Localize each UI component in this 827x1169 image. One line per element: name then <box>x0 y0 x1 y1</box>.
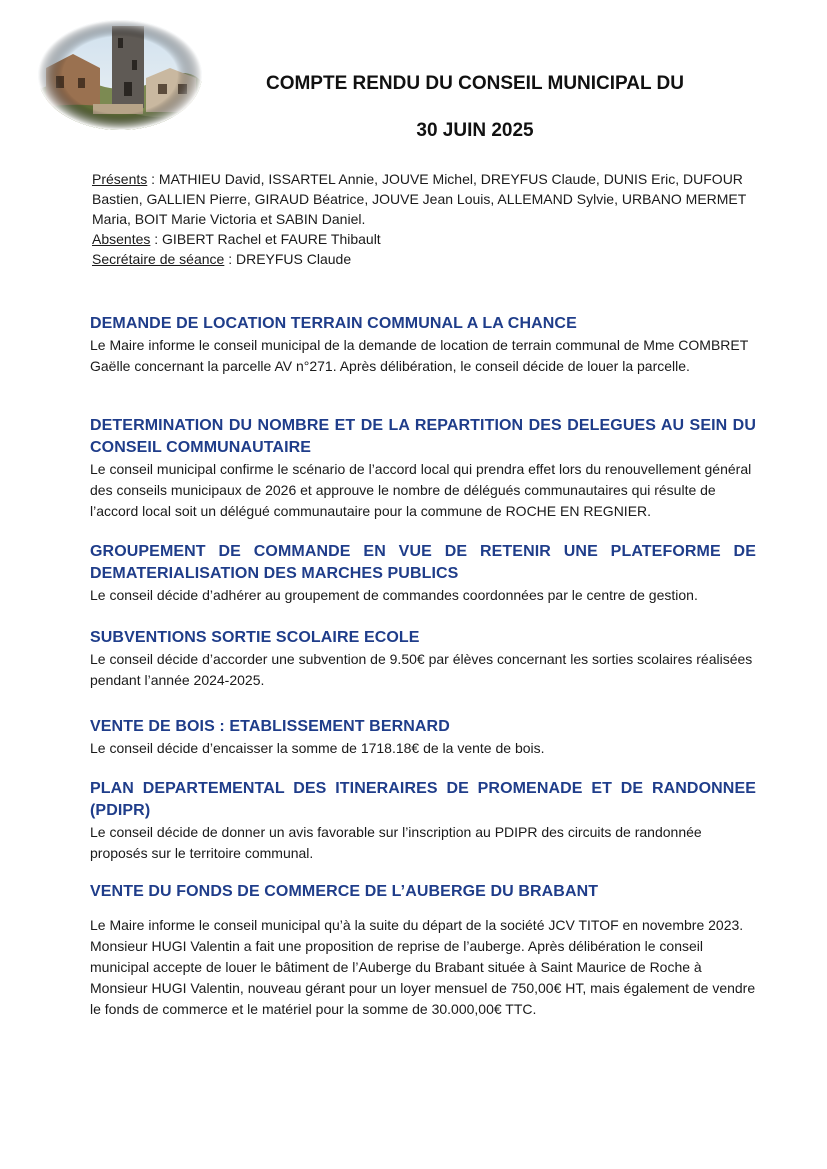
secretary-label: Secrétaire de séance <box>92 251 225 267</box>
attendance-block <box>92 169 772 269</box>
section-subventions <box>90 627 756 691</box>
village-tower-photo <box>38 20 202 130</box>
section-heading: DETERMINATION DU NOMBRE ET DE LA REPARTITION DES DELEGUES AU SEIN DU CONSEIL COMMUNAUTAIRE <box>90 417 756 456</box>
section-location-terrain <box>90 313 756 377</box>
secretary-name: : DREYFUS Claude <box>224 251 352 267</box>
session-secretary <box>92 249 772 269</box>
meeting-date: 30 JUIN 2025 <box>416 120 534 141</box>
section-heading: PLAN DEPARTEMENTAL DES ITINERAIRES DE PROMENADE ET DE RANDONNEE (PDIPR) <box>90 780 756 819</box>
section-heading: DEMANDE DE LOCATION TERRAIN COMMUNAL A LA CHANCE <box>90 315 577 332</box>
section-groupement-commande <box>90 541 756 606</box>
present-members <box>92 169 772 229</box>
section-heading: VENTE DE BOIS : ETABLISSEMENT BERNARD <box>90 718 450 735</box>
section-heading: SUBVENTIONS SORTIE SCOLAIRE ECOLE <box>90 629 420 646</box>
section-heading: VENTE DU FONDS DE COMMERCE DE L’AUBERGE DU BRABANT <box>90 883 599 900</box>
present-label: Présents <box>92 171 148 187</box>
section-body: Le conseil décide d’accorder une subvention de 9.50€ par élèves concernant les sorties scolaires réalisées pendant l’année 2024-2025. <box>90 651 753 688</box>
section-delegues <box>90 415 756 522</box>
section-body: Le Maire informe le conseil municipal qu’à la suite du départ de la société JCV TITOF en novembre 2023. Monsieur HUGI Valentin a fait une proposition de reprise de l’auberge. Après délibération le conseil municipal accepte de louer le bâtiment de l’Auberge du Brabant située à Saint Maurice de Roche à Monsieur HUGI Valentin, nouveau gérant pour un loyer mensuel de 750,00€ HT, mais également de vendre le fonds de commerce et le matériel pour la somme de 30.000,00€ TTC. <box>90 917 756 1017</box>
absent-members <box>92 229 772 249</box>
section-body: Le conseil décide de donner un avis favorable sur l’inscription au PDIPR des circuits de randonnée proposés sur le territoire communal. <box>90 824 702 861</box>
section-vente-bois <box>90 716 756 759</box>
absent-label: Absentes <box>92 231 151 247</box>
section-body: Le Maire informe le conseil municipal de la demande de location de terrain communal de Mme COMBRET Gaëlle concernant la parcelle AV n°271. Après délibération, le conseil décide de louer la parcelle. <box>90 337 749 374</box>
section-body: Le conseil décide d’encaisser la somme de 1718.18€ de la vente de bois. <box>90 740 545 756</box>
section-auberge-brabant <box>90 881 756 1020</box>
section-body: Le conseil décide d’adhérer au groupement de commandes coordonnées par le centre de gestion. <box>90 587 698 603</box>
present-list: : MATHIEU David, ISSARTEL Annie, JOUVE Michel, DREYFUS Claude, DUNIS Eric, DUFOUR Bastien, GALLIEN Pierre, GIRAUD Béatrice, JOUVE Jean Louis, ALLEMAND Sylvie, URBANO MERMET Maria, BOIT Marie Victoria et SABIN Daniel. <box>92 171 747 227</box>
section-heading: GROUPEMENT DE COMMANDE EN VUE DE RETENIR UNE PLATEFORME DE DEMATERIALISATION DES MARCHES PUBLICS <box>90 543 756 582</box>
absent-list: : GIBERT Rachel et FAURE Thibault <box>150 231 381 247</box>
section-body: Le conseil municipal confirme le scénario de l’accord local qui prendra effet lors du renouvellement général des conseils municipaux de 2026 et approuve le nombre de délégués communautaires qui résulte de l’accord local soit un délégué communautaire pour la commune de ROCHE EN REGNIER. <box>90 461 752 519</box>
section-pdipr <box>90 778 756 864</box>
page-title: COMPTE RENDU DU CONSEIL MUNICIPAL DU <box>265 73 685 94</box>
